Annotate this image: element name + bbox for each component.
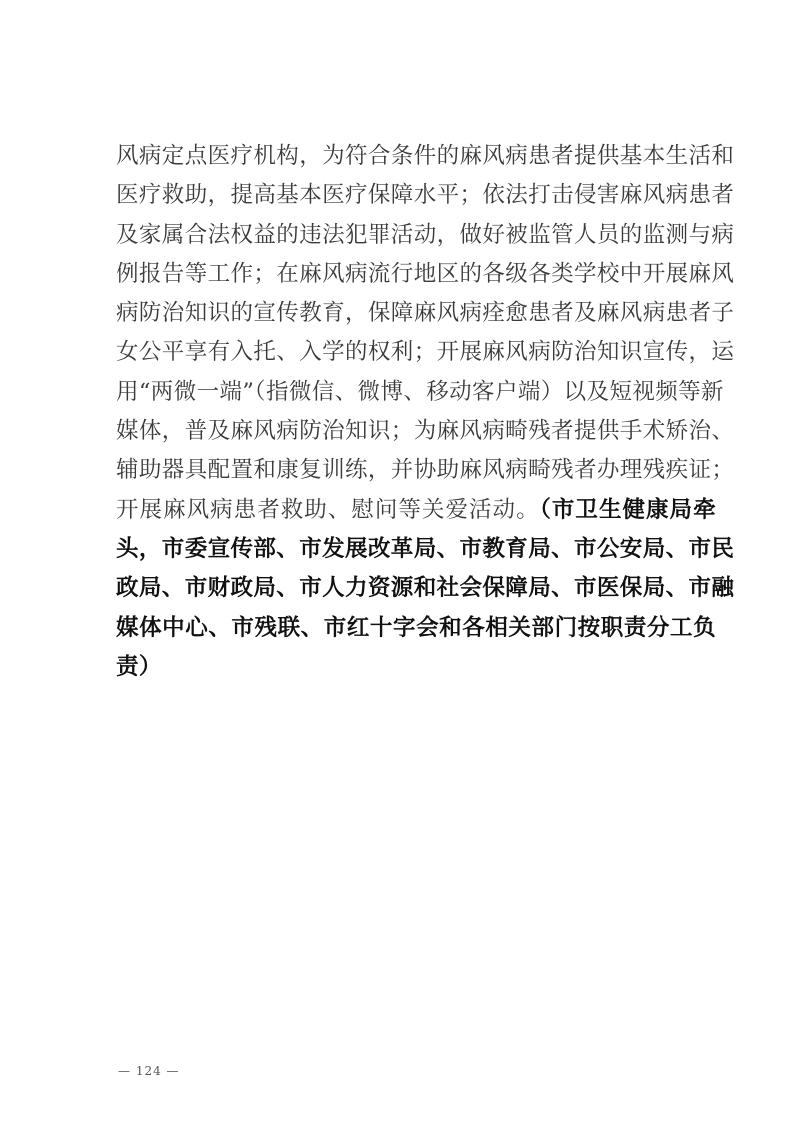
text-line: 女公平享有入托、入学的权利；开展麻风病防治知识宣传，运: [116, 339, 735, 366]
text-line: 开展麻风病患者救助、慰问等关爱活动。（市卫生健康局牵: [116, 496, 716, 523]
text-line: [116, 569, 735, 608]
text-line: [116, 530, 735, 569]
responsible-departments: （市卫生健康局牵: [539, 496, 716, 523]
text-line: 例报告等工作；在麻风病流行地区的各级各类学校中开展麻风: [116, 260, 735, 287]
text-line: [116, 648, 716, 687]
text-line: 病防治知识的宣传教育，保障麻风病痊愈患者及麻风病患者子: [116, 300, 735, 327]
text-line: 媒体，普及麻风病防治知识；为麻风病畸残者提供手术矫治、: [116, 418, 735, 445]
text-line: 医疗救助，提高基本医疗保障水平；依法打击侵害麻风病患者: [116, 182, 735, 209]
responsible-departments: 媒体中心、市残联、市红十字会和各相关部门按职责分工负: [116, 614, 716, 641]
text-line: 辅助器具配置和康复训练，并协助麻风病畸残者办理残疾证；: [116, 457, 735, 484]
text-line: 及家属合法权益的违法犯罪活动，做好被监管人员的监测与病: [116, 221, 735, 248]
text-line: 用“两微一端”（指微信、微博、移动客户端）以及短视频等新: [116, 378, 724, 405]
body-paragraph: [116, 137, 735, 687]
responsible-departments: 政局、市财政局、市人力资源和社会保障局、市医保局、市融: [116, 575, 735, 602]
page-number: — 124 —: [118, 1064, 180, 1078]
text-line: 风病定点医疗机构，为符合条件的麻风病患者提供基本生活和: [116, 143, 735, 169]
responsible-departments: 头，市委宣传部、市发展改革局、市教育局、市公安局、市民: [116, 535, 735, 562]
responsible-departments: 责）: [116, 653, 162, 680]
text-line: [116, 609, 716, 648]
